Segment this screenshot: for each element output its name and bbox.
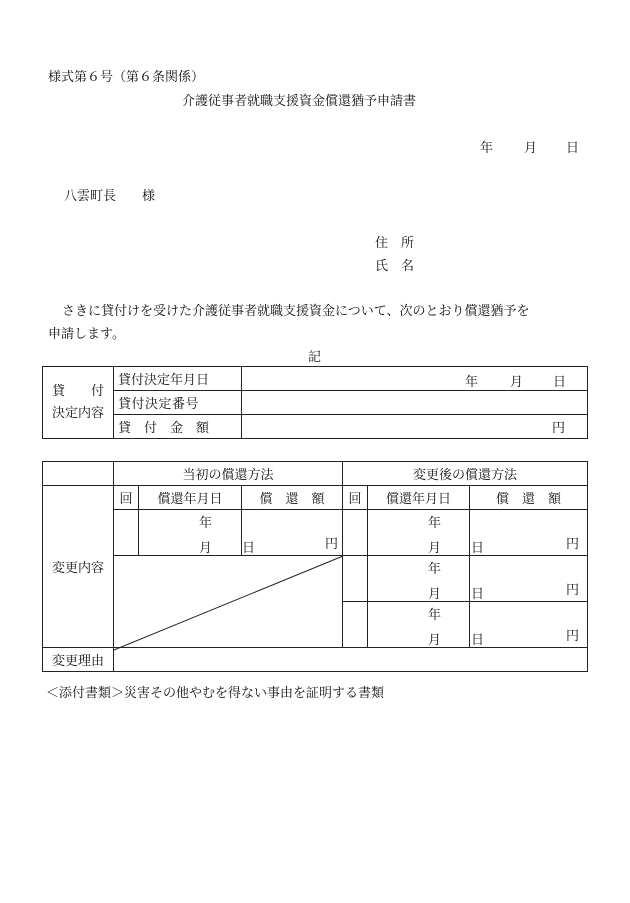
new-times-2[interactable]: [343, 556, 368, 602]
ki-heading: 記: [308, 350, 322, 365]
new-year-2: 年: [368, 556, 470, 579]
loan-number-value[interactable]: [242, 391, 588, 415]
new-yen-3: 円: [566, 629, 580, 644]
orig-month-day-1: [139, 533, 256, 556]
new-day-3: 日: [471, 632, 485, 648]
body-text-line1: さきに貸付けを受けた介護従事者就職支援資金について、次のとおり償還猶予を: [62, 304, 530, 319]
loan-amount-unit: 円: [551, 421, 565, 436]
date-month: 月: [524, 141, 538, 156]
loan-decision-table: [42, 366, 588, 439]
loan-group-label-line1: 貸 付: [51, 383, 104, 399]
date-day: 日: [566, 141, 580, 156]
change-reason-label: 変更理由: [43, 648, 114, 672]
address-label: 住 所: [375, 236, 415, 251]
new-yen-1: 円: [566, 537, 580, 552]
loan-amount-value[interactable]: [242, 415, 588, 439]
change-reason-value[interactable]: [114, 648, 588, 672]
diagonal-line: [114, 556, 343, 650]
loan-group-label: [43, 367, 114, 439]
form-number: 様式第６号（第６条関係）: [48, 70, 205, 85]
orig-year-1: 年: [139, 510, 242, 533]
change-table-corner: [43, 462, 114, 486]
orig-yen-1: 円: [325, 537, 339, 552]
new-col-date: 償還年月日: [368, 486, 470, 510]
new-month-2: 月: [428, 586, 442, 602]
change-content-label: 変更内容: [43, 486, 114, 648]
orig-times-1[interactable]: [114, 510, 139, 556]
orig-day-1: 日: [242, 540, 256, 556]
orig-unused-area: [114, 556, 343, 648]
orig-col-times: 回: [114, 486, 139, 510]
attachment-note: ＜添付書類＞災害その他やむを得ない事由を証明する書類: [46, 686, 385, 701]
addressee: 八雲町長 様: [64, 189, 156, 204]
header-changed: 変更後の償還方法: [343, 462, 588, 486]
new-year-1: 年: [368, 510, 470, 533]
change-table: [42, 461, 588, 672]
date-year: 年: [480, 141, 494, 156]
new-amount-3[interactable]: [470, 602, 588, 648]
new-yen-2: 円: [566, 583, 580, 598]
new-amount-1[interactable]: [470, 510, 588, 556]
loan-date-month: 月: [510, 375, 524, 390]
new-times-1[interactable]: [343, 510, 368, 556]
orig-amount-1[interactable]: [242, 510, 343, 556]
orig-col-date: 償還年月日: [139, 486, 242, 510]
loan-date-day: 日: [553, 375, 567, 390]
new-col-times: 回: [343, 486, 368, 510]
loan-date-value[interactable]: [242, 367, 588, 391]
orig-month-1: 月: [199, 540, 213, 556]
page-title: 介護従事者就職支援資金償還猶予申請書: [182, 94, 417, 109]
new-col-amount: 償 還 額: [470, 486, 588, 510]
new-times-3[interactable]: [343, 602, 368, 648]
new-month-day-3: [368, 625, 485, 648]
new-day-2: 日: [471, 586, 485, 602]
orig-col-amount: 償 還 額: [242, 486, 343, 510]
new-month-day-2: [368, 579, 485, 602]
loan-amount-label: 貸 付 金 額: [114, 415, 242, 439]
loan-group-label-line2: 決定内容: [51, 405, 104, 421]
new-year-3: 年: [368, 602, 470, 625]
new-month-day-1: [368, 533, 485, 556]
body-text-line2: 申請します。: [48, 327, 125, 342]
new-day-1: 日: [471, 540, 485, 556]
header-original: 当初の償還方法: [114, 462, 343, 486]
new-amount-2[interactable]: [470, 556, 588, 602]
loan-date-label: 貸付決定年月日: [114, 367, 242, 391]
new-month-3: 月: [428, 632, 442, 648]
loan-number-label: 貸付決定番号: [114, 391, 242, 415]
new-month-1: 月: [428, 540, 442, 556]
name-label: 氏 名: [375, 259, 415, 274]
loan-date-year: 年: [465, 375, 479, 390]
